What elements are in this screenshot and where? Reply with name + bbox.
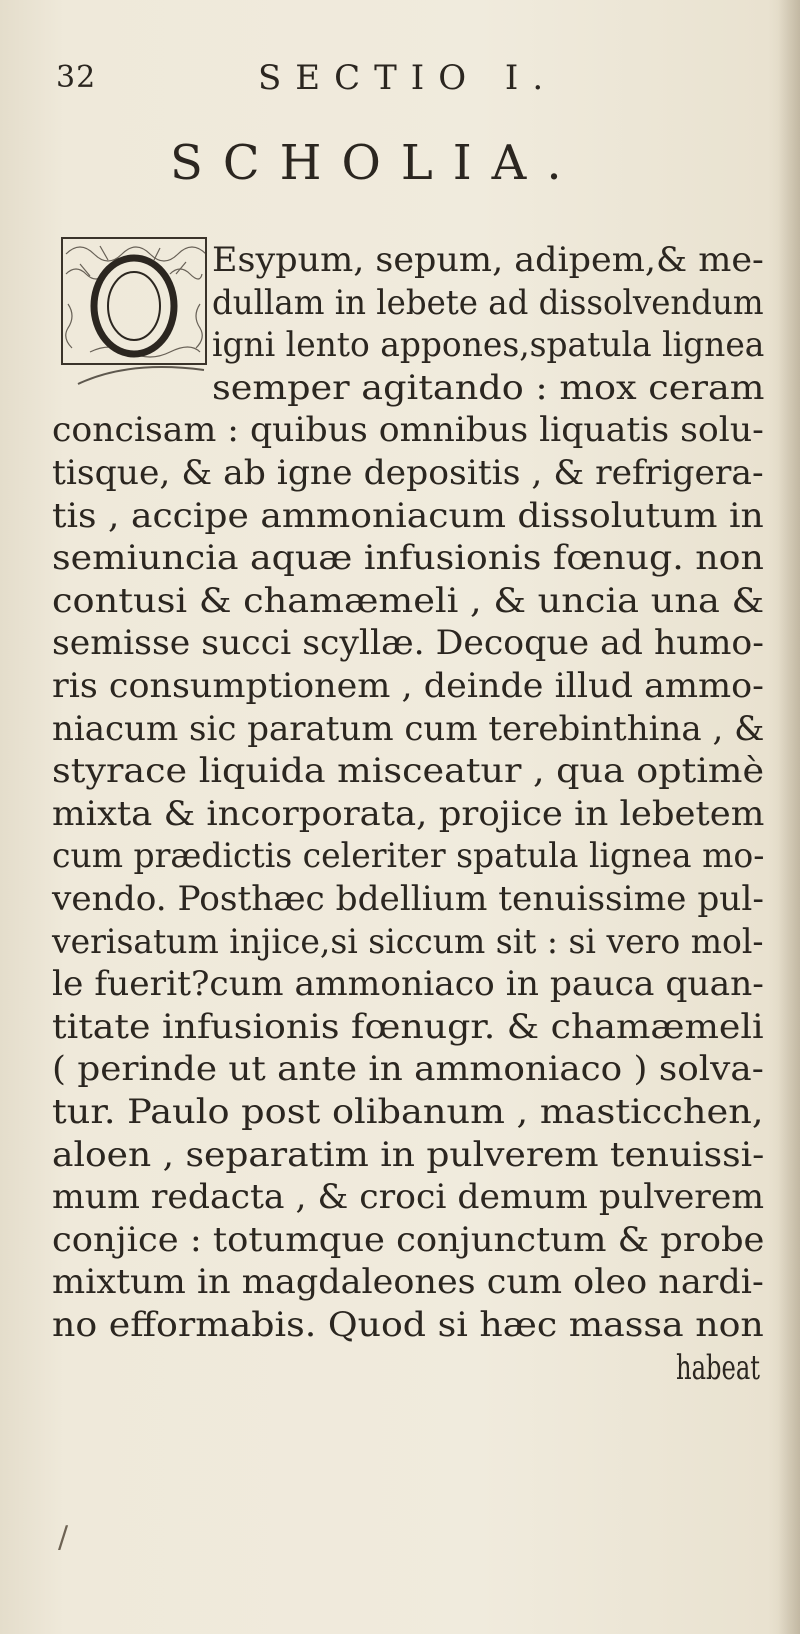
text-line: semisse succi scyllæ. Decoque ad humo- xyxy=(52,623,764,664)
text-line: no efformabis. Quod si hæc massa non xyxy=(52,1305,764,1345)
text-line: tur. Paulo post olibanum , masticchen, xyxy=(52,1092,764,1132)
decorated-initial xyxy=(60,234,210,404)
page-number: 32 xyxy=(56,60,97,95)
text-line: semper agitando : mox ceram xyxy=(212,367,765,408)
page-edge-shadow xyxy=(778,0,800,1634)
text-line: vendo. Posthæc bdellium tenuissime pul- xyxy=(52,879,764,919)
text-line: tisque, & ab igne depositis , & refrigera- xyxy=(52,453,764,493)
section-title: SCHOLIA. xyxy=(170,135,582,191)
running-head: SECTIO I. xyxy=(258,58,558,98)
text-line: conjice : totumque conjunctum & probe xyxy=(52,1219,765,1260)
text-line: le fuerit?cum ammoniaco in pauca quan- xyxy=(52,964,764,1005)
text-line: Esypum, sepum, adipem,& me- xyxy=(212,240,764,280)
text-line: habeat xyxy=(676,1347,761,1388)
text-line: aloen , separatim in pulverem tenuissi- xyxy=(52,1134,765,1175)
text-line: niacum sic paratum cum terebinthina , & xyxy=(52,708,765,749)
text-line: concisam : quibus omnibus liquatis solu- xyxy=(52,410,764,451)
text-line: dullam in lebete ad dissolvendum xyxy=(212,282,764,323)
text-line: contusi & chamæmeli , & uncia una & xyxy=(52,580,765,621)
stray-ink-mark: / xyxy=(58,1520,69,1555)
text-line: styrace liquida misceatur , qua optimè xyxy=(52,751,765,792)
text-line: mixta & incorporata, projice in lebetem xyxy=(52,793,765,834)
text-line: mum redacta , & croci demum pulverem xyxy=(52,1177,765,1218)
text-line: ris consumptionem , deinde illud ammo- xyxy=(52,666,764,706)
text-line: cum prædictis celeriter spatula lignea mo- xyxy=(52,836,765,877)
text-line: titate infusionis fœnugr. & chamæmeli xyxy=(52,1006,764,1047)
text-line: igni lento appones,spatula lignea xyxy=(212,325,765,366)
text-line: ( perinde ut ante in ammoniaco ) solva- xyxy=(52,1049,764,1090)
text-line: verisatum injice,si siccum sit : si vero mol- xyxy=(52,921,764,962)
text-line: mixtum in magdaleones cum oleo nardi- xyxy=(52,1262,764,1303)
text-line: tis , accipe ammoniacum dissolutum in xyxy=(52,495,764,536)
text-line: semiuncia aquæ infusionis fœnug. non xyxy=(52,538,764,579)
